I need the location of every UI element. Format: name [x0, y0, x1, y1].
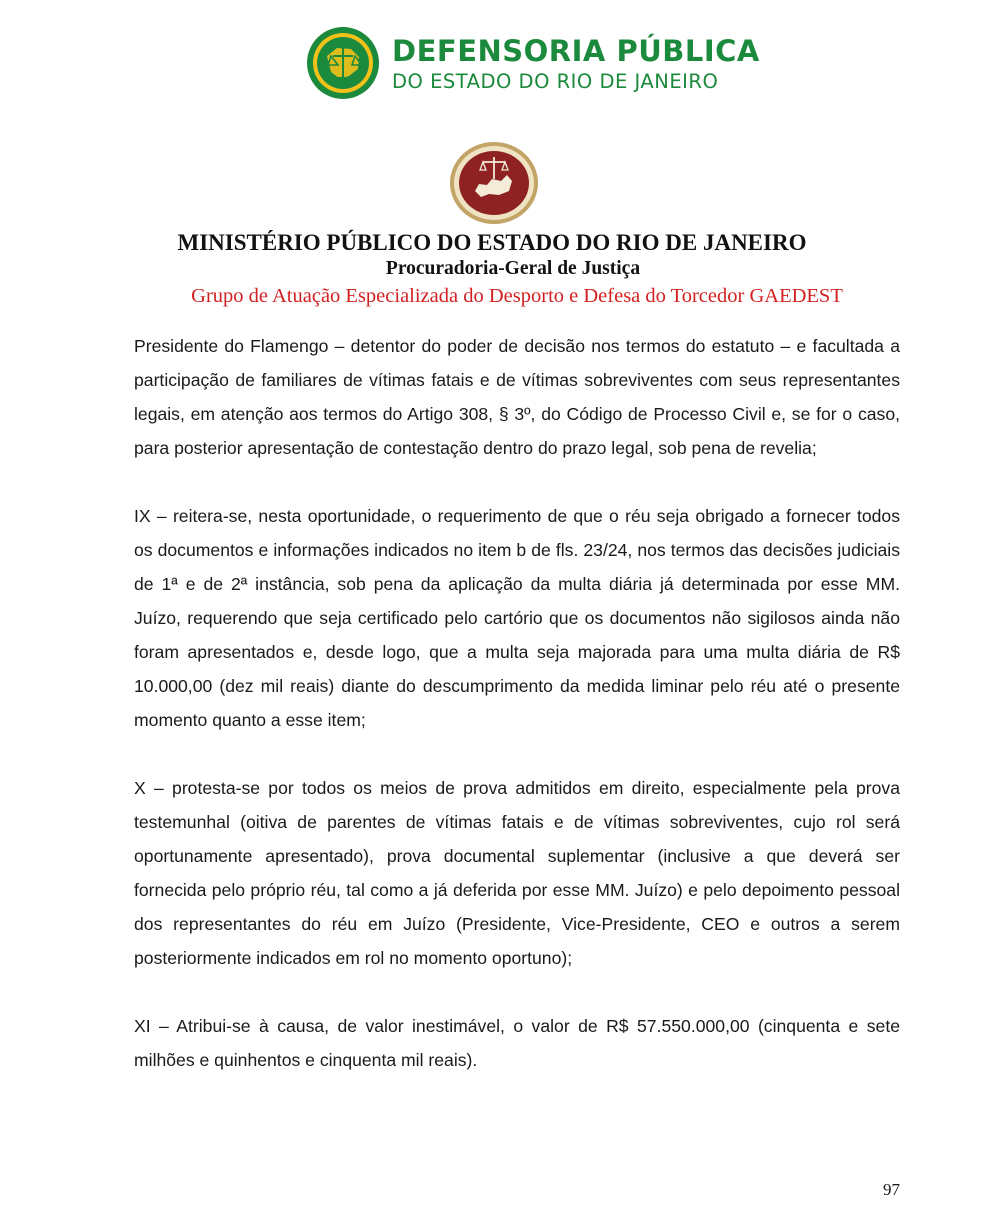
letterhead-title: MINISTÉRIO PÚBLICO DO ESTADO DO RIO DE JANEIRO	[177, 230, 807, 255]
defensoria-header	[306, 26, 760, 100]
letterhead-group: Grupo de Atuação Especializada do Desporto e Defesa do Torcedor GAEDEST	[191, 285, 843, 307]
defensoria-logo-icon	[306, 26, 380, 100]
paragraph-continuation: Presidente do Flamengo – detentor do poder de decisão nos termos do estatuto – e facultada a participação de familiares de vítimas fatais e de vítimas sobreviventes com seus representantes legais, em atenção aos termos do Artigo 308, § 3º, do Código de Processo Civil e, se for o caso, para posterior apresentação de contestação dentro do prazo legal, sob pena de revelia;	[134, 336, 900, 458]
defensoria-subtitle: DO ESTADO DO RIO DE JANEIRO	[392, 70, 719, 93]
letterhead-subtitle: Procuradoria-Geral de Justiça	[385, 258, 641, 279]
paragraph-x: X – protesta-se por todos os meios de prova admitidos em direito, especialmente pela prova testemunhal (oitiva de parentes de vítimas fatais e de vítimas sobreviventes, cujo rol será oportunamente apresentado), prova documental suplementar (inclusive a que deverá ser fornecida pelo próprio réu, tal como a já deferida por esse MM. Juízo) e pelo depoimento pessoal dos representantes do réu em Juízo (Presidente, Vice-Presidente, CEO e outros a serem posteriormente indicados em rol no momento oportuno);	[134, 778, 900, 968]
ministerio-publico-seal-icon	[449, 141, 539, 225]
defensoria-title: DEFENSORIA PÚBLICA	[392, 34, 760, 68]
paragraph-xi: XI – Atribui-se à causa, de valor inestimável, o valor de R$ 57.550.000,00 (cinquenta e sete milhões e quinhentos e cinquenta mil reais).	[134, 1016, 900, 1070]
document-body	[134, 329, 900, 1111]
paragraph-ix: IX – reitera-se, nesta oportunidade, o requerimento de que o réu seja obrigado a fornecer todos os documentos e informações indicados no item b de fls. 23/24, nos termos das decisões judiciais de 1ª e de 2ª instância, sob pena da aplicação da multa diária já determinada por esse MM. Juízo, requerendo que seja certificado pelo cartório que os documentos não sigilosos ainda não foram apresentados e, desde logo, que a multa seja majorada para uma multa diária de R$ 10.000,00 (dez mil reais) diante do descumprimento da medida liminar pelo réu até o presente momento quanto a esse item;	[134, 506, 900, 730]
page-number: 97	[883, 1180, 900, 1199]
